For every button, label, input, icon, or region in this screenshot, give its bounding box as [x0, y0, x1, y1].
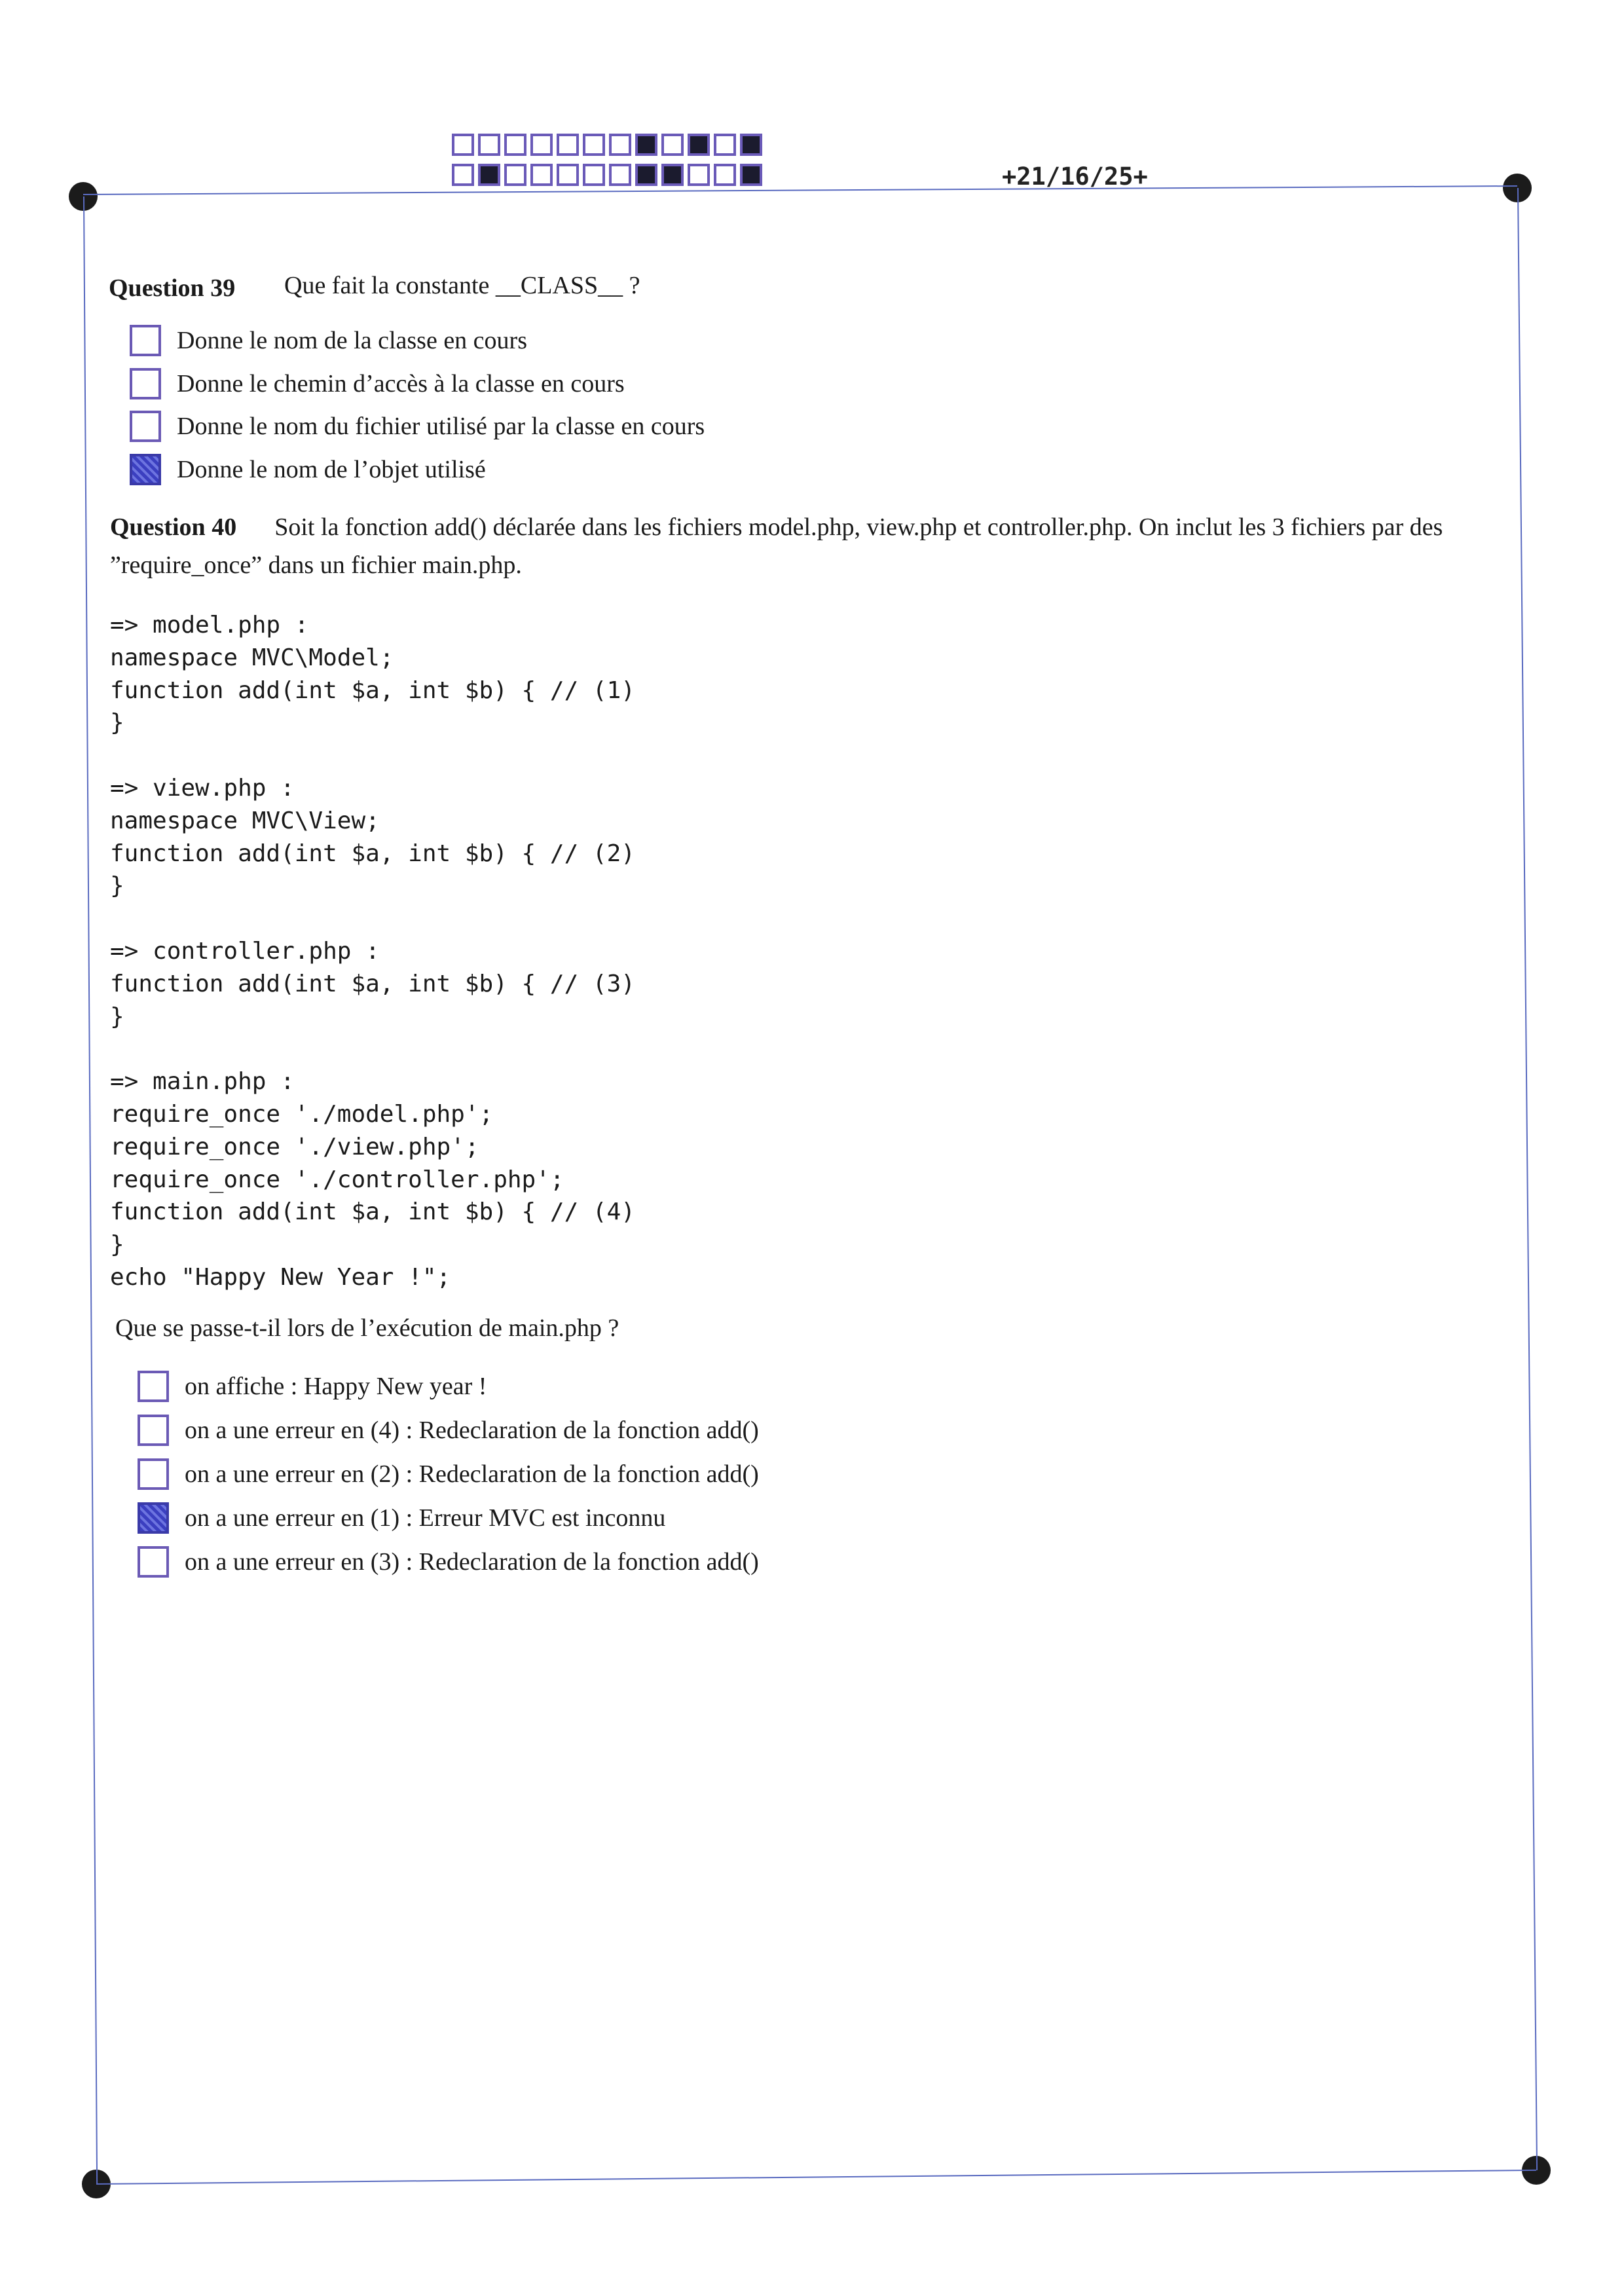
barcode-row-2	[452, 164, 766, 186]
q40-option-label-4: on a une erreur en (1) : Erreur MVC est inconnu	[185, 1504, 666, 1532]
code-line: function add(int $a, int $b) { // (4)	[110, 1198, 635, 1226]
code-line: namespace MVC\Model;	[110, 644, 394, 671]
code-line: }	[110, 1003, 124, 1030]
code-line: require_once './view.php';	[110, 1133, 479, 1160]
q40-option-label-5: on a une erreur en (3) : Redeclaration de la fonction add()	[185, 1548, 759, 1576]
q40-option-3[interactable]	[138, 1458, 759, 1490]
code-line: }	[110, 709, 124, 737]
barcode-cell	[635, 134, 657, 156]
q39-option-label-2: Donne le chemin d’accès à la classe en cours	[177, 369, 625, 398]
q40-option-label-2: on a une erreur en (4) : Redeclaration de la fonction add()	[185, 1416, 759, 1444]
barcode-cell	[504, 134, 526, 156]
code-line: => view.php :	[110, 774, 295, 802]
q40-option-1[interactable]	[138, 1371, 487, 1402]
code-line: require_once './model.php';	[110, 1100, 494, 1128]
code-line: namespace MVC\View;	[110, 807, 380, 834]
frame-left-line	[83, 196, 98, 2184]
barcode-cell	[557, 164, 579, 186]
q40-checkbox-2[interactable]	[138, 1415, 169, 1446]
q39-option-1[interactable]	[130, 325, 527, 356]
q40-checkbox-4[interactable]	[138, 1502, 169, 1534]
code-line: function add(int $a, int $b) { // (2)	[110, 840, 635, 867]
barcode-cell	[740, 164, 762, 186]
q40-option-label-1: on affiche : Happy New year !	[185, 1373, 487, 1400]
barcode-row-1	[452, 134, 766, 156]
frame-bottom-line	[96, 2170, 1536, 2185]
code-line: => model.php :	[110, 612, 309, 639]
frame-right-line	[1517, 188, 1538, 2170]
barcode-cell	[635, 164, 657, 186]
q40-checkbox-1[interactable]	[138, 1371, 169, 1402]
barcode-cell	[661, 134, 684, 156]
code-line: }	[110, 1231, 124, 1259]
code-line	[110, 1033, 635, 1065]
barcode-cell	[583, 164, 605, 186]
barcode-cell	[688, 164, 710, 186]
q39-checkbox-1[interactable]	[130, 325, 161, 356]
q39-option-3[interactable]	[130, 411, 705, 442]
q39-option-label-4: Donne le nom de l’objet utilisé	[177, 455, 486, 483]
code-line	[110, 739, 635, 772]
question-39-text: Que fait la constante __CLASS__ ?	[284, 272, 640, 299]
code-line: function add(int $a, int $b) { // (1)	[110, 676, 635, 704]
barcode-cell	[609, 134, 631, 156]
code-block	[110, 609, 635, 1294]
barcode-cell	[740, 134, 762, 156]
barcode-cell	[478, 164, 500, 186]
code-line: }	[110, 872, 124, 900]
barcode-cell	[452, 134, 474, 156]
code-line: require_once './controller.php';	[110, 1166, 564, 1193]
question-39-title: Question 39	[109, 274, 236, 302]
q40-option-5[interactable]	[138, 1546, 759, 1578]
barcode-cell	[688, 134, 710, 156]
code-line	[110, 902, 635, 935]
barcode-cell	[530, 134, 553, 156]
code-line: => controller.php :	[110, 937, 380, 965]
q39-option-label-3: Donne le nom du fichier utilisé par la classe en cours	[177, 413, 705, 440]
question-40-prompt: Que se passe-t-il lors de l’exécution de main.php ?	[115, 1314, 619, 1342]
code-line: => main.php :	[110, 1068, 295, 1096]
q40-checkbox-5[interactable]	[138, 1546, 169, 1578]
q40-option-4[interactable]	[138, 1502, 665, 1534]
q39-option-4[interactable]	[130, 454, 486, 485]
barcode-cell	[714, 134, 736, 156]
barcode-cell	[530, 164, 553, 186]
q39-checkbox-3[interactable]	[130, 411, 161, 442]
barcode-cell	[609, 164, 631, 186]
barcode-cell	[714, 164, 736, 186]
question-40-title: Question 40	[110, 513, 237, 541]
code-line: echo "Happy New Year !";	[110, 1263, 451, 1291]
barcode-cell	[557, 134, 579, 156]
frame-top-line	[83, 185, 1517, 195]
page-id: +21/16/25+	[1002, 162, 1148, 191]
q39-checkbox-2[interactable]	[130, 368, 161, 399]
barcode-cell	[583, 134, 605, 156]
question-40-paragraph	[110, 508, 1505, 584]
q40-checkbox-3[interactable]	[138, 1458, 169, 1490]
q39-checkbox-4[interactable]	[130, 454, 161, 485]
q39-option-2[interactable]	[130, 368, 625, 399]
q40-option-2[interactable]	[138, 1415, 759, 1446]
q39-option-label-1: Donne le nom de la classe en cours	[177, 327, 527, 354]
code-line: function add(int $a, int $b) { // (3)	[110, 970, 635, 997]
barcode-cell	[478, 134, 500, 156]
question-40-text: Soit la fonction add() déclarée dans les fichiers model.php, view.php et controller.php. On inclut les 3 fichiers par des ”require_once” dans un fichier main.php.	[110, 513, 1443, 579]
barcode-cell	[452, 164, 474, 186]
q40-option-label-3: on a une erreur en (2) : Redeclaration de la fonction add()	[185, 1460, 759, 1488]
barcode-cell	[661, 164, 684, 186]
barcode-cell	[504, 164, 526, 186]
